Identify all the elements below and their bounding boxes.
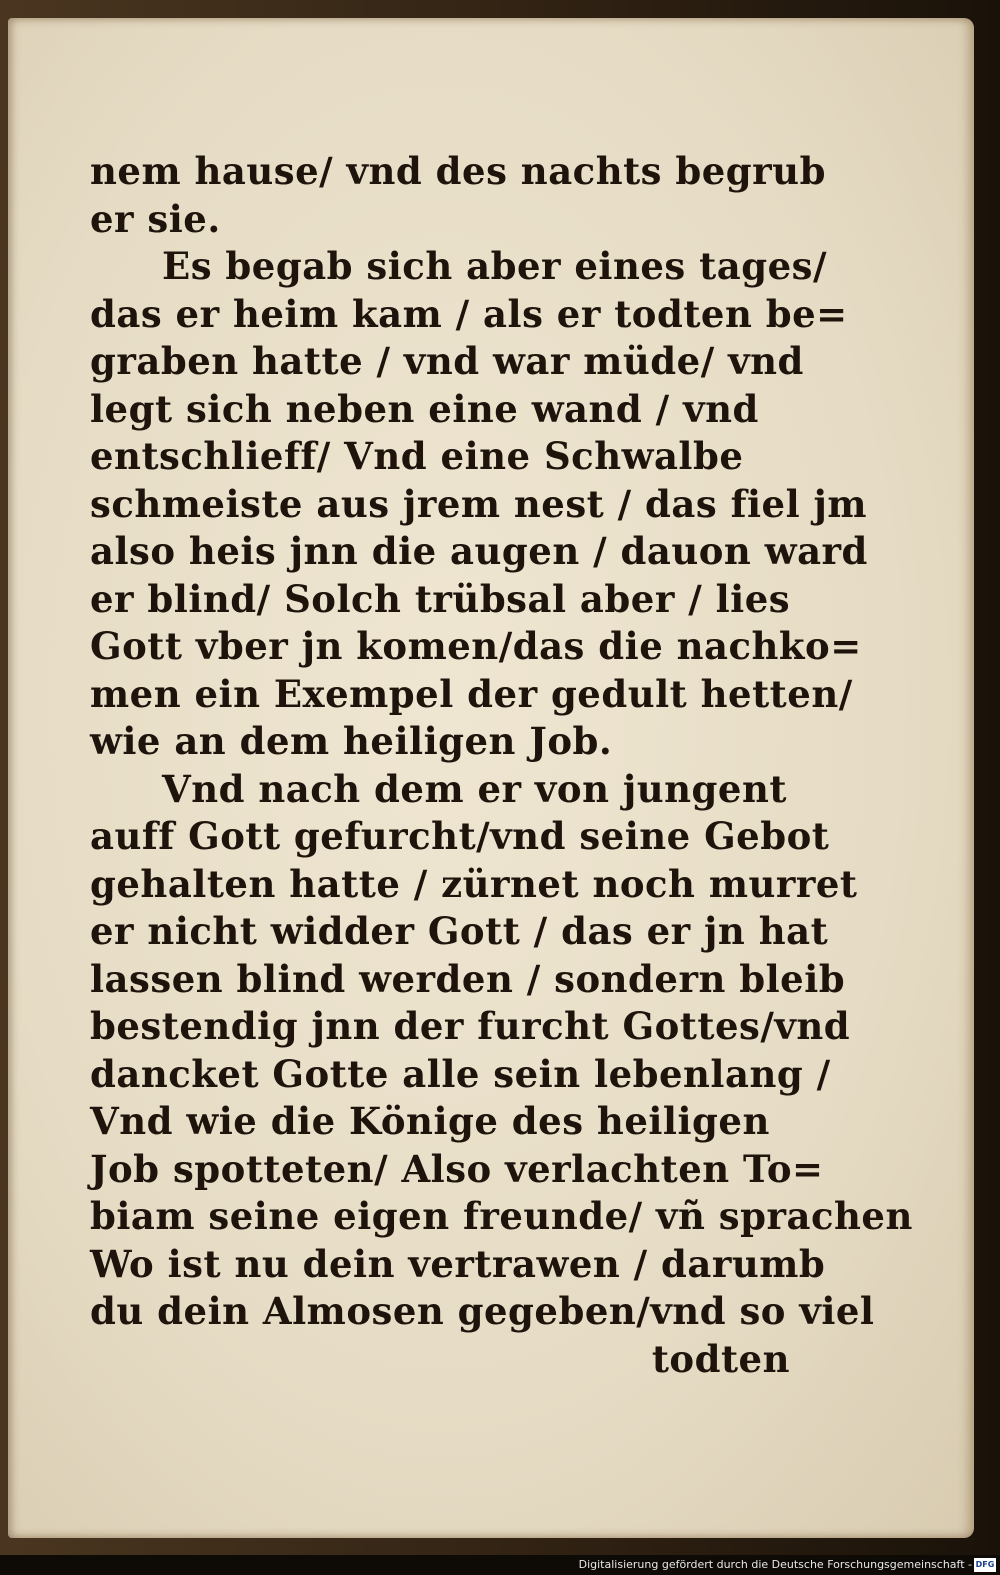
text-line: Wo ist nu dein vertrawen / darumb xyxy=(90,1241,826,1286)
text-line: legt sich neben eine wand / vnd xyxy=(90,386,759,431)
text-line: auff Gott gefurcht/vnd seine Gebot xyxy=(90,814,830,858)
catchword-row xyxy=(90,1336,790,1384)
text-line: du dein Almosen gegeben/vnd so viel xyxy=(90,1289,875,1333)
text-line: er nicht widder Gott / das er jn hat xyxy=(90,909,829,953)
text-line: er blind/ Solch trübsal aber / lies xyxy=(90,576,791,621)
text-line: er sie. xyxy=(90,196,221,241)
text-line: wie an dem heiligen Job. xyxy=(90,719,613,763)
text-line: also heis jnn die augen / dauon ward xyxy=(90,529,868,573)
text-line: lassen blind werden / sondern bleib xyxy=(90,956,846,1001)
text-line: nem hause/ vnd des nachts begrub xyxy=(90,149,826,193)
text-line: Gott vber jn komen/das die nachko= xyxy=(90,624,862,668)
text-line: das er heim kam / als er todten be= xyxy=(90,291,848,336)
text-line: graben hatte / vnd war müde/ vnd xyxy=(90,339,804,383)
dfg-logo: DFG xyxy=(974,1558,996,1572)
book-page xyxy=(8,18,974,1538)
text-line: men ein Exempel der gedult hetten/ xyxy=(90,671,853,716)
funding-credit: Digitalisierung gefördert durch die Deutsche Forschungsgemeinschaft - xyxy=(578,1558,972,1571)
text-line: entschlieff/ Vnd eine Schwalbe xyxy=(90,434,744,478)
text-line: schmeiste aus jrem nest / das fiel jm xyxy=(90,481,868,526)
text-line: Vnd wie die Könige des heiligen xyxy=(90,1099,770,1143)
text-line: Vnd nach dem er von jungent xyxy=(162,766,787,811)
text-line: gehalten hatte / zürnet noch murret xyxy=(90,861,858,906)
text-line: Job spotteten/ Also verlachten To= xyxy=(90,1146,824,1191)
catchword: todten xyxy=(651,1336,790,1381)
text-line: bestendig jnn der furcht Gottes/vnd xyxy=(90,1004,851,1048)
page-text xyxy=(90,148,913,1383)
text-line: biam seine eigen freunde/ vñ sprachen xyxy=(90,1194,913,1238)
text-line: dancket Gotte alle sein lebenlang / xyxy=(90,1051,831,1096)
text-line: Es begab sich aber eines tages/ xyxy=(162,244,827,288)
